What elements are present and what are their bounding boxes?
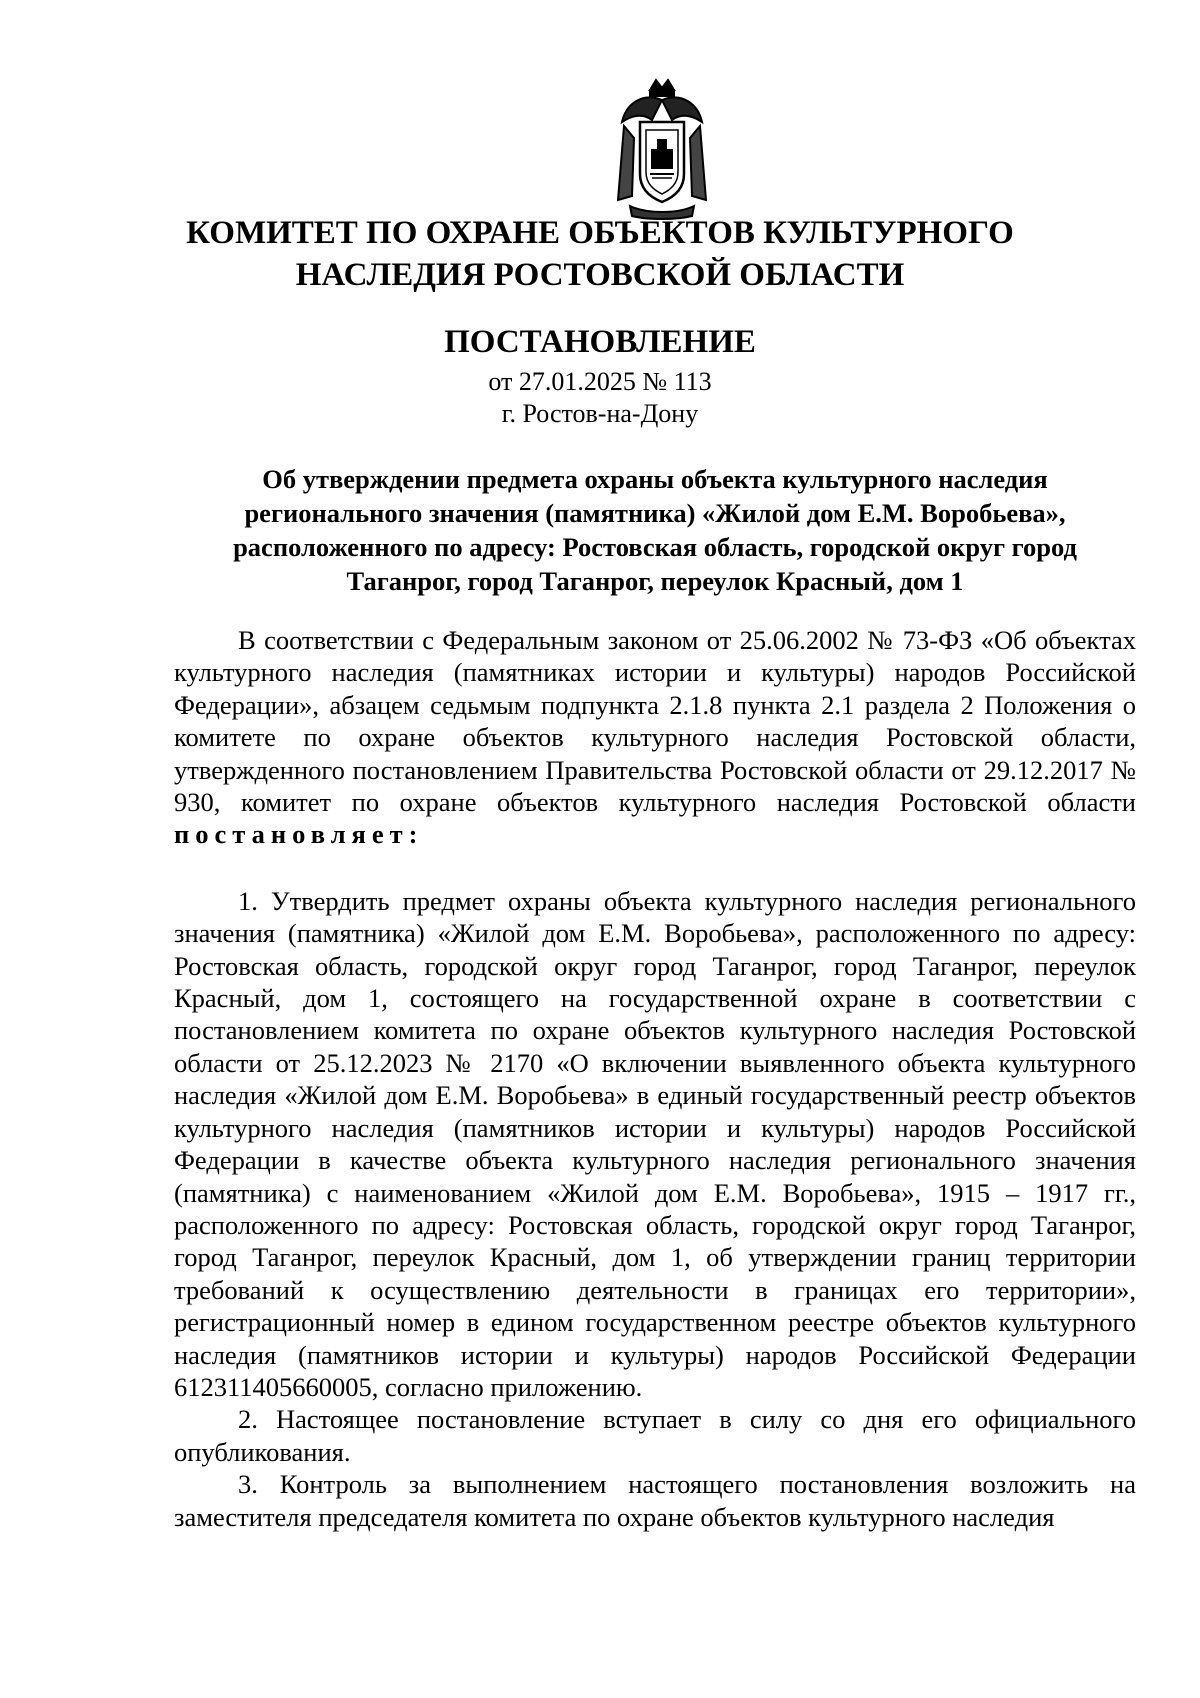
decree-city: г. Ростов-на-Дону (501, 399, 699, 428)
coat-of-arms-icon (612, 78, 712, 220)
subject-line-2: регионального значения (памятника) «Жилой дом Е.М. Воробьева», (244, 498, 1066, 528)
organization-line-2: НАСЛЕДИЯ РОСТОВСКОЙ ОБЛАСТИ (295, 257, 905, 293)
preamble-text: В соответствии с Федеральным законом от 25.06.2002 № 73-ФЗ «Об объектах культурного наследия (памятниках истории и культуры) народов Российской Федерации», абзацем седьмым подпункта 2.1.8 пункта 2.1 раздела 2 Положения о комитете по охране объектов культурного наследия Ростовской области, утвержденного постановлением Правительства Ростовской области от 29.12.2017 № 930, комитет по охране объектов культурного наследия Ростовской области (174, 625, 1136, 818)
item-1-paragraph: 1. Утвердить предмет охраны объекта культурного наследия регионального значения (памятника) «Жилой дом Е.М. Воробьева», расположенного по адресу: Ростовская область, городской округ город Таганрог, город Таганрог, переулок Красный, дом 1, состоящего на государственной охране в соответствии с постановлением комитета по охране объектов культурного наследия Ростовской области от 25.12.2023 № 2170 «О включении выявленного объекта культурного наследия «Жилой дом Е.М. Воробьева» в единый государственный реестр объектов культурного наследия (памятников истории и культуры) народов Российской Федерации в качестве объекта культурного наследия регионального значения (памятника) с наименованием «Жилой дом Е.М. Воробьева», 1915 – 1917 гг., расположенного по адресу: Ростовская область, городской округ город Таганрог, город Таганрог, переулок Красный, дом 1, об утверждении границ территории требований к осуществлению деятельности в границах его территории», регистрационный номер в едином государственном реестре объектов культурного наследия (памятников истории и культуры) народов Российской Федерации 612311405660005, согласно приложению. (174, 885, 1136, 1402)
organization-line-1: КОМИТЕТ ПО ОХРАНЕ ОБЪЕКТОВ КУЛЬТУРНОГО (186, 215, 1014, 251)
item-3-paragraph: 3. Контроль за выполнением настоящего постановления возложить на заместителя председателя комитета по охране объектов культурного наследия (174, 1469, 1136, 1532)
decree-subject (175, 462, 1135, 598)
decree-title: ПОСТАНОВЛЕНИЕ (444, 324, 756, 360)
organization-name (0, 212, 1200, 296)
subject-line-1: Об утверждении предмета охраны объекта культурного наследия (262, 464, 1048, 494)
preamble-paragraph (174, 624, 1136, 851)
preamble-keyword: постановляет: (174, 819, 424, 850)
subject-line-4: Таганрог, город Таганрог, переулок Красный, дом 1 (346, 566, 964, 596)
item-2-paragraph: 2. Настоящее постановление вступает в силу со дня его официального опубликования. (174, 1404, 1136, 1467)
decree-date-number: от 27.01.2025 № 113 (488, 367, 712, 396)
subject-line-3: расположенного по адресу: Ростовская область, городской округ город (233, 532, 1077, 562)
decree-body (174, 624, 1136, 1533)
